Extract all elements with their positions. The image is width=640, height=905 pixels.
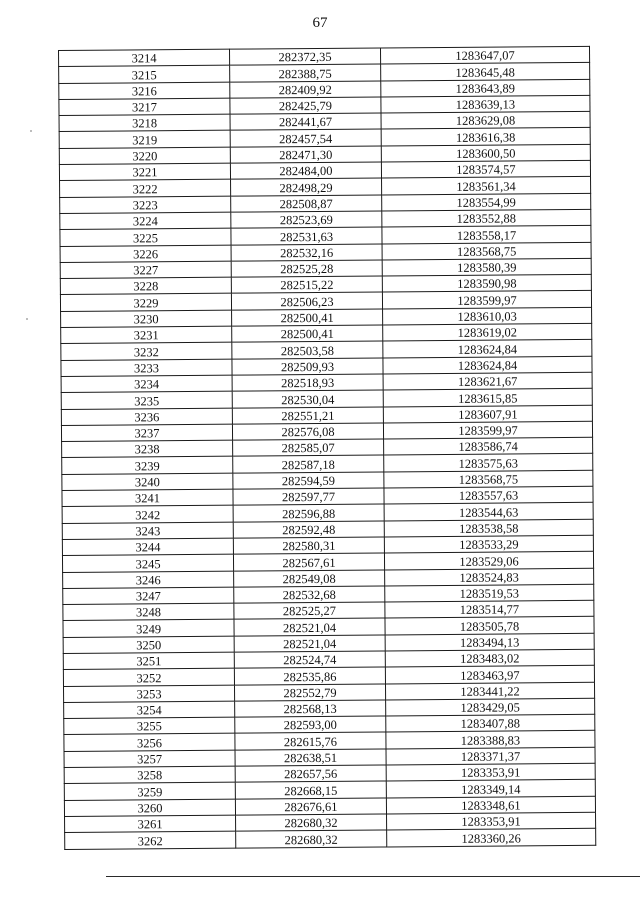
y-coordinate-cell: 1283371,37	[386, 747, 595, 765]
point-number-cell: 3229	[60, 294, 231, 312]
x-coordinate-cell: 282524,74	[234, 651, 385, 668]
scan-artifact-mark	[30, 130, 32, 132]
x-coordinate-cell: 282425,79	[230, 97, 381, 114]
x-coordinate-cell: 282551,21	[232, 406, 383, 423]
point-number-cell: 3224	[60, 212, 231, 230]
y-coordinate-cell: 1283529,06	[384, 552, 593, 570]
x-coordinate-cell: 282680,32	[236, 830, 387, 847]
point-number-cell: 3251	[63, 652, 234, 670]
y-coordinate-cell: 1283533,29	[384, 535, 593, 553]
table-row	[65, 829, 596, 849]
scan-artifact-mark	[26, 318, 28, 320]
x-coordinate-cell: 282509,93	[232, 358, 383, 375]
y-coordinate-cell: 1283463,97	[385, 666, 594, 684]
point-number-cell: 3262	[65, 831, 236, 849]
y-coordinate-cell: 1283615,85	[383, 389, 592, 407]
y-coordinate-cell: 1283599,97	[382, 291, 591, 309]
point-number-cell: 3230	[61, 310, 232, 328]
y-coordinate-cell: 1283349,14	[386, 780, 595, 798]
point-number-cell: 3246	[63, 571, 234, 589]
point-number-cell: 3257	[64, 750, 235, 768]
x-coordinate-cell: 282457,54	[230, 129, 381, 146]
x-coordinate-cell: 282521,04	[234, 618, 385, 635]
point-number-cell: 3225	[60, 228, 231, 246]
x-coordinate-cell: 282388,75	[230, 64, 381, 81]
y-coordinate-cell: 1283524,83	[385, 568, 594, 586]
y-coordinate-cell: 1283514,77	[385, 600, 594, 618]
y-coordinate-cell: 1283645,48	[381, 63, 590, 81]
x-coordinate-cell: 282535,86	[234, 667, 385, 684]
x-coordinate-cell: 282568,13	[235, 700, 386, 717]
y-coordinate-cell: 1283429,05	[386, 698, 595, 716]
x-coordinate-cell: 282552,79	[234, 684, 385, 701]
point-number-cell: 3233	[61, 359, 232, 377]
x-coordinate-cell: 282500,41	[232, 309, 383, 326]
y-coordinate-cell: 1283360,26	[387, 829, 596, 847]
x-coordinate-cell: 282372,35	[229, 48, 380, 65]
point-number-cell: 3259	[64, 782, 235, 800]
x-coordinate-cell: 282523,69	[231, 211, 382, 228]
y-coordinate-cell: 1283616,38	[381, 128, 590, 146]
point-number-cell: 3245	[62, 554, 233, 572]
point-number-cell: 3221	[59, 163, 230, 181]
point-number-cell: 3216	[59, 82, 230, 100]
y-coordinate-cell: 1283607,91	[383, 405, 592, 423]
point-number-cell: 3254	[64, 701, 235, 719]
y-coordinate-cell: 1283544,63	[384, 503, 593, 521]
point-number-cell: 3232	[61, 342, 232, 360]
x-coordinate-cell: 282597,77	[233, 488, 384, 505]
y-coordinate-cell: 1283600,50	[381, 144, 590, 162]
y-coordinate-cell: 1283558,17	[382, 226, 591, 244]
x-coordinate-cell: 282593,00	[235, 716, 386, 733]
x-coordinate-cell: 282471,30	[230, 146, 381, 163]
point-number-cell: 3222	[60, 180, 231, 198]
y-coordinate-cell: 1283353,91	[387, 812, 596, 830]
y-coordinate-cell: 1283568,75	[382, 242, 591, 260]
y-coordinate-cell: 1283643,89	[381, 79, 590, 97]
y-coordinate-cell: 1283554,99	[382, 193, 591, 211]
y-coordinate-cell: 1283590,98	[382, 274, 591, 292]
point-number-cell: 3260	[64, 799, 235, 817]
x-coordinate-cell: 282676,61	[235, 798, 386, 815]
point-number-cell: 3223	[60, 196, 231, 214]
point-number-cell: 3238	[62, 440, 233, 458]
point-number-cell: 3220	[59, 147, 230, 165]
x-coordinate-cell: 282585,07	[233, 439, 384, 456]
x-coordinate-cell: 282680,32	[236, 814, 387, 831]
y-coordinate-cell: 1283388,83	[386, 731, 595, 749]
point-number-cell: 3242	[62, 505, 233, 523]
x-coordinate-cell: 282503,58	[232, 341, 383, 358]
point-number-cell: 3219	[59, 131, 230, 149]
y-coordinate-cell: 1283575,63	[384, 454, 593, 472]
point-number-cell: 3249	[63, 620, 234, 638]
y-coordinate-cell: 1283619,02	[383, 323, 592, 341]
point-number-cell: 3214	[59, 49, 230, 67]
y-coordinate-cell: 1283519,53	[385, 584, 594, 602]
y-coordinate-cell: 1283639,13	[381, 95, 590, 113]
x-coordinate-cell: 282531,63	[231, 227, 382, 244]
y-coordinate-cell: 1283505,78	[385, 617, 594, 635]
point-number-cell: 3236	[61, 408, 232, 426]
y-coordinate-cell: 1283621,67	[383, 372, 592, 390]
y-coordinate-cell: 1283580,39	[382, 258, 591, 276]
point-number-cell: 3241	[62, 489, 233, 507]
y-coordinate-cell: 1283538,58	[384, 519, 593, 537]
x-coordinate-cell: 282530,04	[232, 390, 383, 407]
y-coordinate-cell: 1283494,13	[385, 633, 594, 651]
x-coordinate-cell: 282657,56	[235, 765, 386, 782]
y-coordinate-cell: 1283624,84	[383, 340, 592, 358]
y-coordinate-cell: 1283647,07	[380, 46, 589, 64]
x-coordinate-cell: 282596,88	[233, 504, 384, 521]
x-coordinate-cell: 282668,15	[235, 781, 386, 798]
x-coordinate-cell: 282638,51	[235, 749, 386, 766]
bottom-rule	[106, 876, 640, 877]
x-coordinate-cell: 282580,31	[233, 537, 384, 554]
point-number-cell: 3226	[60, 245, 231, 263]
x-coordinate-cell: 282525,27	[234, 602, 385, 619]
x-coordinate-cell: 282508,87	[231, 195, 382, 212]
x-coordinate-cell: 282549,08	[234, 569, 385, 586]
point-number-cell: 3243	[62, 522, 233, 540]
point-number-cell: 3218	[59, 114, 230, 132]
x-coordinate-cell: 282409,92	[230, 81, 381, 98]
page-number: 67	[312, 15, 328, 31]
y-coordinate-cell: 1283552,88	[382, 209, 591, 227]
x-coordinate-cell: 282521,04	[234, 635, 385, 652]
point-number-cell: 3258	[64, 766, 235, 784]
x-coordinate-cell: 282515,22	[231, 276, 382, 293]
y-coordinate-cell: 1283483,02	[385, 649, 594, 667]
point-number-cell: 3255	[64, 717, 235, 735]
x-coordinate-cell: 282506,23	[231, 292, 382, 309]
x-coordinate-cell: 282532,16	[231, 244, 382, 261]
point-number-cell: 3256	[64, 734, 235, 752]
x-coordinate-cell: 282615,76	[235, 732, 386, 749]
x-coordinate-cell: 282587,18	[233, 455, 384, 472]
point-number-cell: 3227	[60, 261, 231, 279]
x-coordinate-cell: 282441,67	[230, 113, 381, 130]
point-number-cell: 3217	[59, 98, 230, 116]
point-number-cell: 3248	[63, 603, 234, 621]
coordinates-table	[58, 46, 596, 850]
point-number-cell: 3215	[59, 65, 230, 83]
point-number-cell: 3253	[63, 685, 234, 703]
point-number-cell: 3261	[65, 815, 236, 833]
y-coordinate-cell: 1283574,57	[381, 160, 590, 178]
point-number-cell: 3250	[63, 636, 234, 654]
point-number-cell: 3234	[61, 375, 232, 393]
point-number-cell: 3252	[63, 668, 234, 686]
point-number-cell: 3231	[61, 326, 232, 344]
point-number-cell: 3237	[61, 424, 232, 442]
x-coordinate-cell: 282484,00	[230, 162, 381, 179]
x-coordinate-cell: 282594,59	[233, 472, 384, 489]
coordinates-table-body	[59, 46, 596, 849]
y-coordinate-cell: 1283586,74	[384, 437, 593, 455]
y-coordinate-cell: 1283599,97	[383, 421, 592, 439]
point-number-cell: 3244	[62, 538, 233, 556]
x-coordinate-cell: 282498,29	[231, 178, 382, 195]
x-coordinate-cell: 282592,48	[233, 521, 384, 538]
x-coordinate-cell: 282500,41	[232, 325, 383, 342]
point-number-cell: 3247	[63, 587, 234, 605]
point-number-cell: 3240	[62, 473, 233, 491]
y-coordinate-cell: 1283629,08	[381, 112, 590, 130]
point-number-cell: 3239	[62, 457, 233, 475]
y-coordinate-cell: 1283624,84	[383, 356, 592, 374]
y-coordinate-cell: 1283610,03	[383, 307, 592, 325]
y-coordinate-cell: 1283561,34	[382, 177, 591, 195]
y-coordinate-cell: 1283348,61	[386, 796, 595, 814]
point-number-cell: 3228	[60, 277, 231, 295]
x-coordinate-cell: 282518,93	[232, 374, 383, 391]
y-coordinate-cell: 1283353,91	[386, 763, 595, 781]
point-number-cell: 3235	[61, 391, 232, 409]
x-coordinate-cell: 282525,28	[231, 260, 382, 277]
y-coordinate-cell: 1283441,22	[385, 682, 594, 700]
y-coordinate-cell: 1283407,88	[386, 714, 595, 732]
y-coordinate-cell: 1283568,75	[384, 470, 593, 488]
x-coordinate-cell: 282567,61	[233, 553, 384, 570]
y-coordinate-cell: 1283557,63	[384, 486, 593, 504]
x-coordinate-cell: 282576,08	[232, 423, 383, 440]
x-coordinate-cell: 282532,68	[234, 586, 385, 603]
